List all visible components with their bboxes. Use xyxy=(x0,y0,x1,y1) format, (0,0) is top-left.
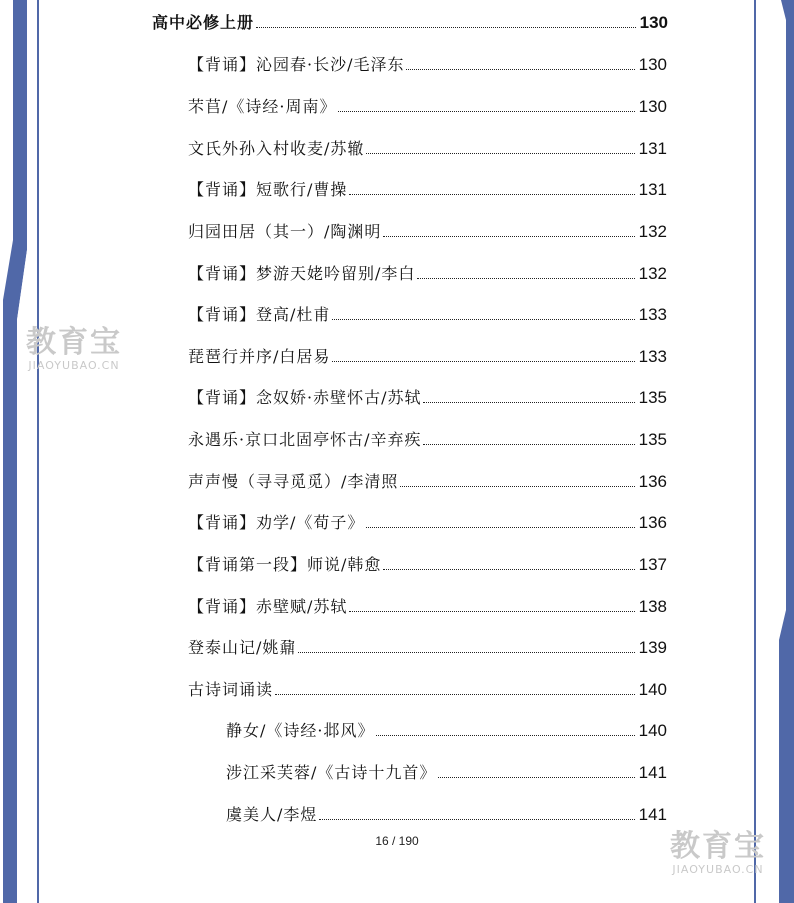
toc-entry-title: 古诗词诵读 xyxy=(188,680,274,699)
toc-entry-title: 琵琶行并序/白居易 xyxy=(188,347,331,366)
toc-entry-title: 永遇乐·京口北固亭怀古/辛弃疾 xyxy=(188,430,422,449)
toc-leader-dots xyxy=(298,651,634,653)
toc-entry-page: 141 xyxy=(638,763,667,782)
toc-entry-title: 虞美人/李煜 xyxy=(226,805,318,824)
toc-entry[interactable] xyxy=(188,469,667,497)
toc-entry[interactable] xyxy=(188,385,667,413)
toc-entry-page: 130 xyxy=(638,97,667,116)
toc-entry[interactable] xyxy=(188,302,667,330)
watermark-url: JIAOYUBAO.CN xyxy=(672,863,764,876)
toc-entry[interactable] xyxy=(188,427,667,455)
toc-entry[interactable] xyxy=(188,677,667,705)
toc-entry-title: 【背诵】梦游天姥吟留别/李白 xyxy=(188,264,416,283)
toc-leader-dots xyxy=(332,318,634,320)
toc-section-heading[interactable] xyxy=(152,10,668,38)
toc-entry-title: 【背诵第一段】师说/韩愈 xyxy=(188,555,382,574)
toc-leader-dots xyxy=(423,401,634,403)
toc-entry-page: 140 xyxy=(638,680,667,699)
toc-entry-title: 静女/《诗经·邶风》 xyxy=(226,721,375,740)
toc-entry[interactable] xyxy=(188,344,667,372)
toc-entry-title: 芣苢/《诗经·周南》 xyxy=(188,97,337,116)
toc-entry-page: 139 xyxy=(638,638,667,657)
toc-entry-title: 【背诵】短歌行/曹操 xyxy=(188,180,348,199)
toc-entry-title: 登泰山记/姚鼐 xyxy=(188,638,297,657)
page-indicator: 16 / 190 xyxy=(375,834,419,848)
toc-entry-page: 133 xyxy=(638,305,667,324)
toc-leader-dots xyxy=(383,568,634,570)
toc-entry-title: 归园田居（其一）/陶渊明 xyxy=(188,222,382,241)
toc-entry[interactable] xyxy=(188,94,667,122)
toc-entry[interactable] xyxy=(188,261,667,289)
toc-entry-page: 130 xyxy=(638,55,667,74)
toc-leader-dots xyxy=(338,110,634,112)
toc-entry-title: 声声慢（寻寻觅觅）/李清照 xyxy=(188,472,399,491)
toc-entry[interactable] xyxy=(188,552,667,580)
toc-leader-dots xyxy=(349,610,634,612)
toc-entry[interactable] xyxy=(188,594,667,622)
toc-subentry[interactable] xyxy=(226,802,667,830)
toc-leader-dots xyxy=(366,152,634,154)
toc-entry-page: 133 xyxy=(638,347,667,366)
toc-entry[interactable] xyxy=(188,136,667,164)
toc-leader-dots xyxy=(366,526,634,528)
toc-entry-title: 文氏外孙入村收麦/苏辙 xyxy=(188,139,365,158)
toc-leader-dots xyxy=(319,818,634,820)
toc-entry-page: 141 xyxy=(638,805,667,824)
toc-leader-dots xyxy=(332,360,634,362)
toc-entry-page: 137 xyxy=(638,555,667,574)
toc-leader-dots xyxy=(275,693,635,695)
toc-leader-dots xyxy=(423,443,634,445)
toc-leader-dots xyxy=(383,235,634,237)
watermark-text: 教育宝 xyxy=(670,829,766,864)
toc-leader-dots xyxy=(438,776,634,778)
toc-entry-page: 132 xyxy=(638,264,667,283)
toc-leader-dots xyxy=(256,26,636,28)
watermark-text: 教育宝 xyxy=(26,325,122,360)
toc-entry-title: 【背诵】劝学/《荀子》 xyxy=(188,513,365,532)
toc-entry-page: 132 xyxy=(638,222,667,241)
toc-entry-page: 131 xyxy=(638,139,667,158)
toc-entry-page: 135 xyxy=(638,388,667,407)
toc-entry-page: 140 xyxy=(638,721,667,740)
toc-entry-title: 【背诵】登高/杜甫 xyxy=(188,305,331,324)
toc-entry-page: 136 xyxy=(638,513,667,532)
toc-entry[interactable] xyxy=(188,510,667,538)
toc-subentry[interactable] xyxy=(226,718,667,746)
toc-entry[interactable] xyxy=(188,52,667,80)
toc-entry-page: 135 xyxy=(638,430,667,449)
toc-entry[interactable] xyxy=(188,635,667,663)
toc-entry[interactable] xyxy=(188,177,667,205)
toc-entry-title: 【背诵】念奴娇·赤壁怀古/苏轼 xyxy=(188,388,422,407)
watermark-logo xyxy=(18,325,130,372)
toc-entry-title: 【背诵】赤壁赋/苏轼 xyxy=(188,597,348,616)
toc-leader-dots xyxy=(406,68,634,70)
toc-entry-page: 138 xyxy=(638,597,667,616)
toc-leader-dots xyxy=(400,485,634,487)
toc-entry-page: 131 xyxy=(638,180,667,199)
toc-entry-title: 【背诵】沁园春·长沙/毛泽东 xyxy=(188,55,405,74)
toc-heading-title: 高中必修上册 xyxy=(152,13,255,32)
watermark-url: JIAOYUBAO.CN xyxy=(28,359,120,372)
toc-heading-page: 130 xyxy=(639,13,668,32)
watermark-logo xyxy=(662,829,774,876)
toc-entry-title: 涉江采芙蓉/《古诗十九首》 xyxy=(226,763,437,782)
toc-subentry[interactable] xyxy=(226,760,667,788)
toc-leader-dots xyxy=(349,193,634,195)
toc-entry-page: 136 xyxy=(638,472,667,491)
toc-leader-dots xyxy=(376,734,634,736)
toc-leader-dots xyxy=(417,277,634,279)
toc-entry[interactable] xyxy=(188,219,667,247)
